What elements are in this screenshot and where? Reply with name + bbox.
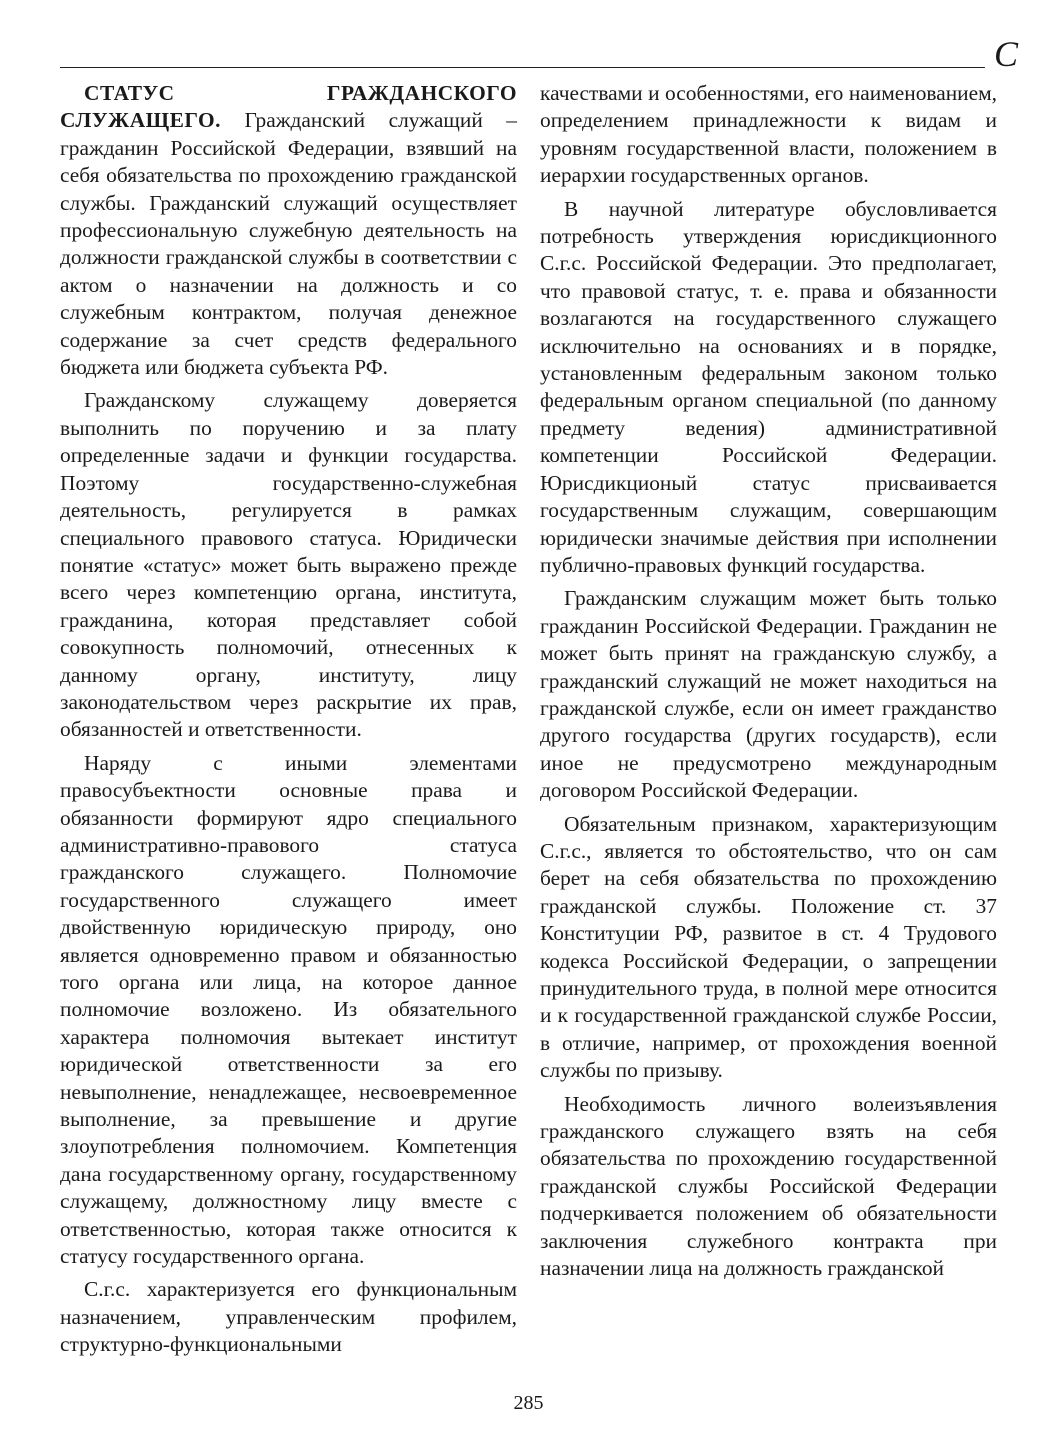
entry-title: СТАТУС ГРАЖДАНСКОГО СЛУЖАЩЕГО. <box>60 81 517 133</box>
paragraph-7: Обязательным признаком, характеризующим С.г.с., является то обстоятельство, что он сам берет на себя обязательства по прохождению гражданской службы. Положение ст. 37 Конституции РФ, развитое в ст. 4 Трудового кодекса Российской Федерации, о запрещении принудительного труда, в полной мере относится и к государственной гражданской службе России, в отличие, например, от прохождения военной службы по призыву. <box>540 811 997 1083</box>
paragraph-2: Гражданскому служащему доверяется выполнить по поручению и за плату определенные задачи и функции государства. Поэтому государственно-служебная деятельность, регулируется в рамках специального правового статуса. Юридически понятие «статус» может быть выражено прежде всего через компетенцию органа, института, гражданина, которая представляет собой совокупность полномочий, отнесенных к данному органу, институту, лицу законодательством через раскрытие их прав, обязанностей и ответственности. <box>60 388 517 742</box>
paragraph-8: Необходимость личного волеизъявления гражданского служащего взять на себя обязательства по прохождению государственной гражданской службы Российской Федерации подчеркивается положением об обязательности заключения служебного контракта при назначении лица на должность гражданской <box>540 1091 997 1281</box>
paragraph-6: Гражданским служащим может быть только гражданин Российской Федерации. Гражданин не может быть принят на гражданскую службу, а гражданский служащий не может находиться на гражданской службе, если он имеет гражданство другого государства (других государств), если иное не предусмотрено международным договором Российской Федерации. <box>540 586 997 803</box>
header-rule <box>60 67 985 68</box>
paragraph-4: С.г.с. характеризуется его функциональным назначением, управленческим профилем, структурно-функциональными <box>60 1277 517 1357</box>
paragraph-1-text: Гражданский служащий – гражданин Российской Федерации, взявший на себя обязательства по прохождению гражданской службы. Гражданский служащий осуществляет профессиональную служебную деятельность на должности гражданской службы в соответствии с актом о назначении на должность и со служебным контрактом, получая денежное содержание за счет средств федерального бюджета или бюджета субъекта РФ. <box>60 108 517 380</box>
paragraph-5: В научной литературе обусловливается потребность утверждения юрисдикционного С.г.с. Российской Федерации. Это предполагает, что правовой статус, т. е. права и обязанности возлагаются на государственного служащего исключительно на основаниях и в порядке, установленным федеральным законом только федеральным органом специальной (по данному предмету ведения) административной компетенции Российской Федерации. Юрисдикционый статус присваивается государственным служащим, совершающим юридически значимые действия при исполнении публично-правовых функций государства. <box>540 196 997 577</box>
right-column <box>540 80 997 1288</box>
paragraph-3: Наряду с иными элементами правосубъектности основные права и обязанности формируют ядро специального административно-правового статуса гражданского служащего. Полномочие государственного служащего имеет двойственную юридическую природу, оно является одновременно правом и обязанностью того органа или лица, на которое данное полномочие возложено. Из обязательного характера полномочия вытекает институт юридической ответственности за его невыполнение, ненадлежащее, несвоевременное выполнение, за превышение и другие злоупотребления полномочием. Компетенция дана государственному органу, государственному служащему, должностному лицу вместе с ответственностью, которая также относится к статусу государственного органа. <box>60 750 517 1269</box>
page-number: 285 <box>513 1392 544 1414</box>
left-column <box>60 80 517 1365</box>
paragraph-1 <box>60 80 517 381</box>
section-letter: С <box>994 34 1019 74</box>
continuation-paragraph: качествами и особенностями, его наименованием, определением принадлежности к видам и уровням государственной власти, положением в иерархии государственных органов. <box>540 81 997 188</box>
